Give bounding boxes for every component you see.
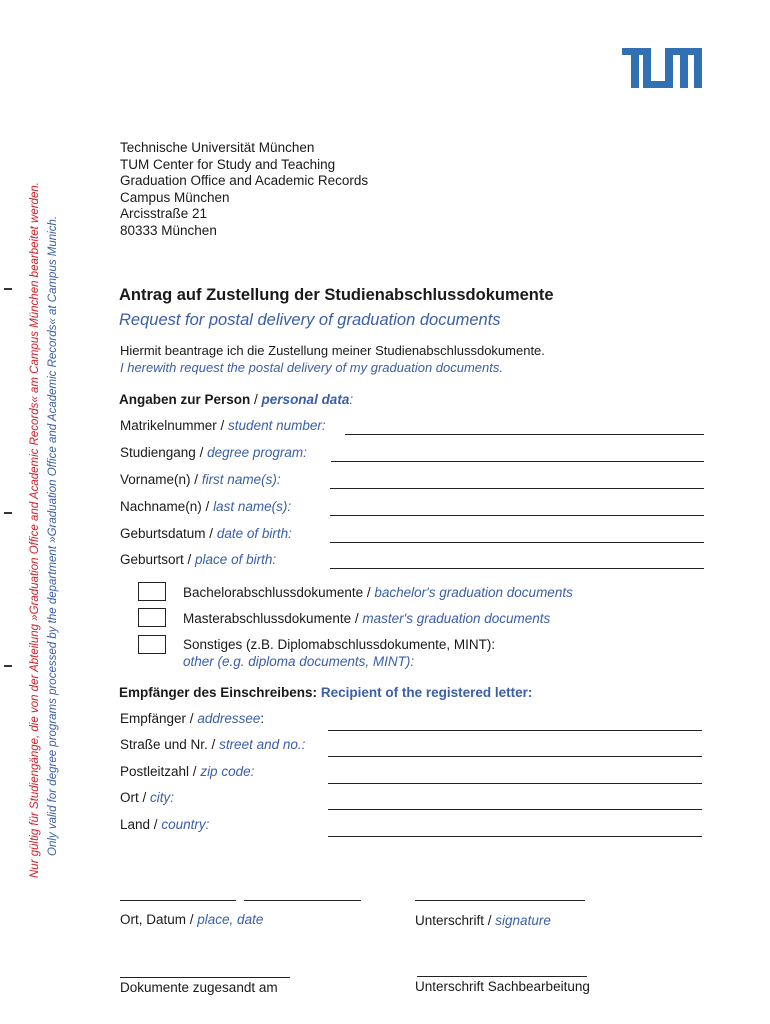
- recipient-heading: Empfänger des Einschreibens: Recipient of the registered letter:: [119, 685, 533, 700]
- tum-logo: [622, 48, 702, 88]
- city-label: Ort / city:: [120, 790, 175, 805]
- fold-mark-top: [4, 288, 12, 290]
- first-name-label: Vorname(n) / first name(s):: [120, 472, 281, 487]
- place-of-birth-field[interactable]: [330, 568, 704, 569]
- address-line: TUM Center for Study and Teaching: [120, 156, 336, 172]
- zip-code-label: Postleitzahl / zip code:: [120, 764, 255, 779]
- date-of-birth-label: Geburtsdatum / date of birth:: [120, 526, 292, 541]
- address-block: [120, 140, 368, 240]
- degree-program-label: Studiengang / degree program:: [120, 445, 307, 460]
- sent-on-label: Dokumente zugesandt am: [120, 980, 278, 995]
- street-label: Straße und Nr. / street and no.:: [120, 737, 306, 752]
- city-field[interactable]: [328, 809, 702, 810]
- place-of-birth-label: Geburtsort / place of birth:: [120, 552, 277, 567]
- personal-data-heading: Angaben zur Person / personal data:: [119, 392, 354, 407]
- master-documents-checkbox[interactable]: [138, 608, 166, 627]
- form-subtitle: Request for postal delivery of graduation documents: [119, 311, 501, 329]
- first-name-field[interactable]: [330, 488, 704, 489]
- clerk-signature-label: Unterschrift Sachbearbeitung: [415, 979, 590, 994]
- other-documents-label: Sonstiges (z.B. Diplomabschlussdokumente, MINT): other (e.g. diploma documents, MINT):: [183, 637, 496, 669]
- form-title: Antrag auf Zustellung der Studienabschlussdokumente: [119, 286, 554, 304]
- address-line: Arcisstraße 21: [120, 206, 208, 222]
- addressee-field[interactable]: [328, 730, 702, 731]
- address-line: Campus München: [120, 189, 230, 205]
- date-field[interactable]: [244, 900, 361, 901]
- signature-field[interactable]: [415, 900, 585, 901]
- punch-mark: [4, 665, 12, 667]
- date-of-birth-field[interactable]: [330, 542, 704, 543]
- validity-note-en: Only valid for degree programs processed by the department »Graduation Office and Academic Records« at Campus Munich.: [47, 215, 59, 856]
- zip-code-field[interactable]: [328, 783, 702, 784]
- other-documents-checkbox[interactable]: [138, 635, 166, 654]
- place-date-label: Ort, Datum / place, date: [120, 912, 264, 927]
- address-line: Graduation Office and Academic Records: [120, 173, 369, 189]
- sent-on-field[interactable]: [120, 977, 290, 978]
- intro-text: [120, 342, 545, 376]
- student-number-field[interactable]: [345, 434, 704, 435]
- bachelor-documents-label: Bachelorabschlussdokumente / bachelor's graduation documents: [183, 585, 573, 600]
- addressee-label: Empfänger / addressee:: [120, 711, 265, 726]
- intro-en: I herewith request the postal delivery of my graduation documents.: [120, 360, 503, 375]
- fold-mark-middle: [4, 512, 12, 514]
- signature-label: Unterschrift / signature: [415, 913, 551, 928]
- intro-de: Hiermit beantrage ich die Zustellung meiner Studienabschlussdokumente.: [120, 343, 545, 358]
- place-field[interactable]: [120, 900, 236, 901]
- address-line: 80333 München: [120, 222, 217, 238]
- student-number-label: Matrikelnummer / student number:: [120, 418, 326, 433]
- last-name-field[interactable]: [330, 515, 704, 516]
- street-field[interactable]: [328, 756, 702, 757]
- validity-note-de: Nur gültig für Studiengänge, die von der Abteilung »Graduation Office and Academic Records« am Campus München bearbeitet werden.: [29, 182, 41, 878]
- degree-program-field[interactable]: [331, 461, 704, 462]
- clerk-signature-field[interactable]: [417, 976, 587, 977]
- bachelor-documents-checkbox[interactable]: [138, 582, 166, 601]
- country-field[interactable]: [328, 836, 702, 837]
- country-label: Land / country:: [120, 817, 210, 832]
- master-documents-label: Masterabschlussdokumente / master's graduation documents: [183, 611, 551, 626]
- address-line: Technische Universität München: [120, 140, 315, 155]
- last-name-label: Nachname(n) / last name(s):: [120, 499, 292, 514]
